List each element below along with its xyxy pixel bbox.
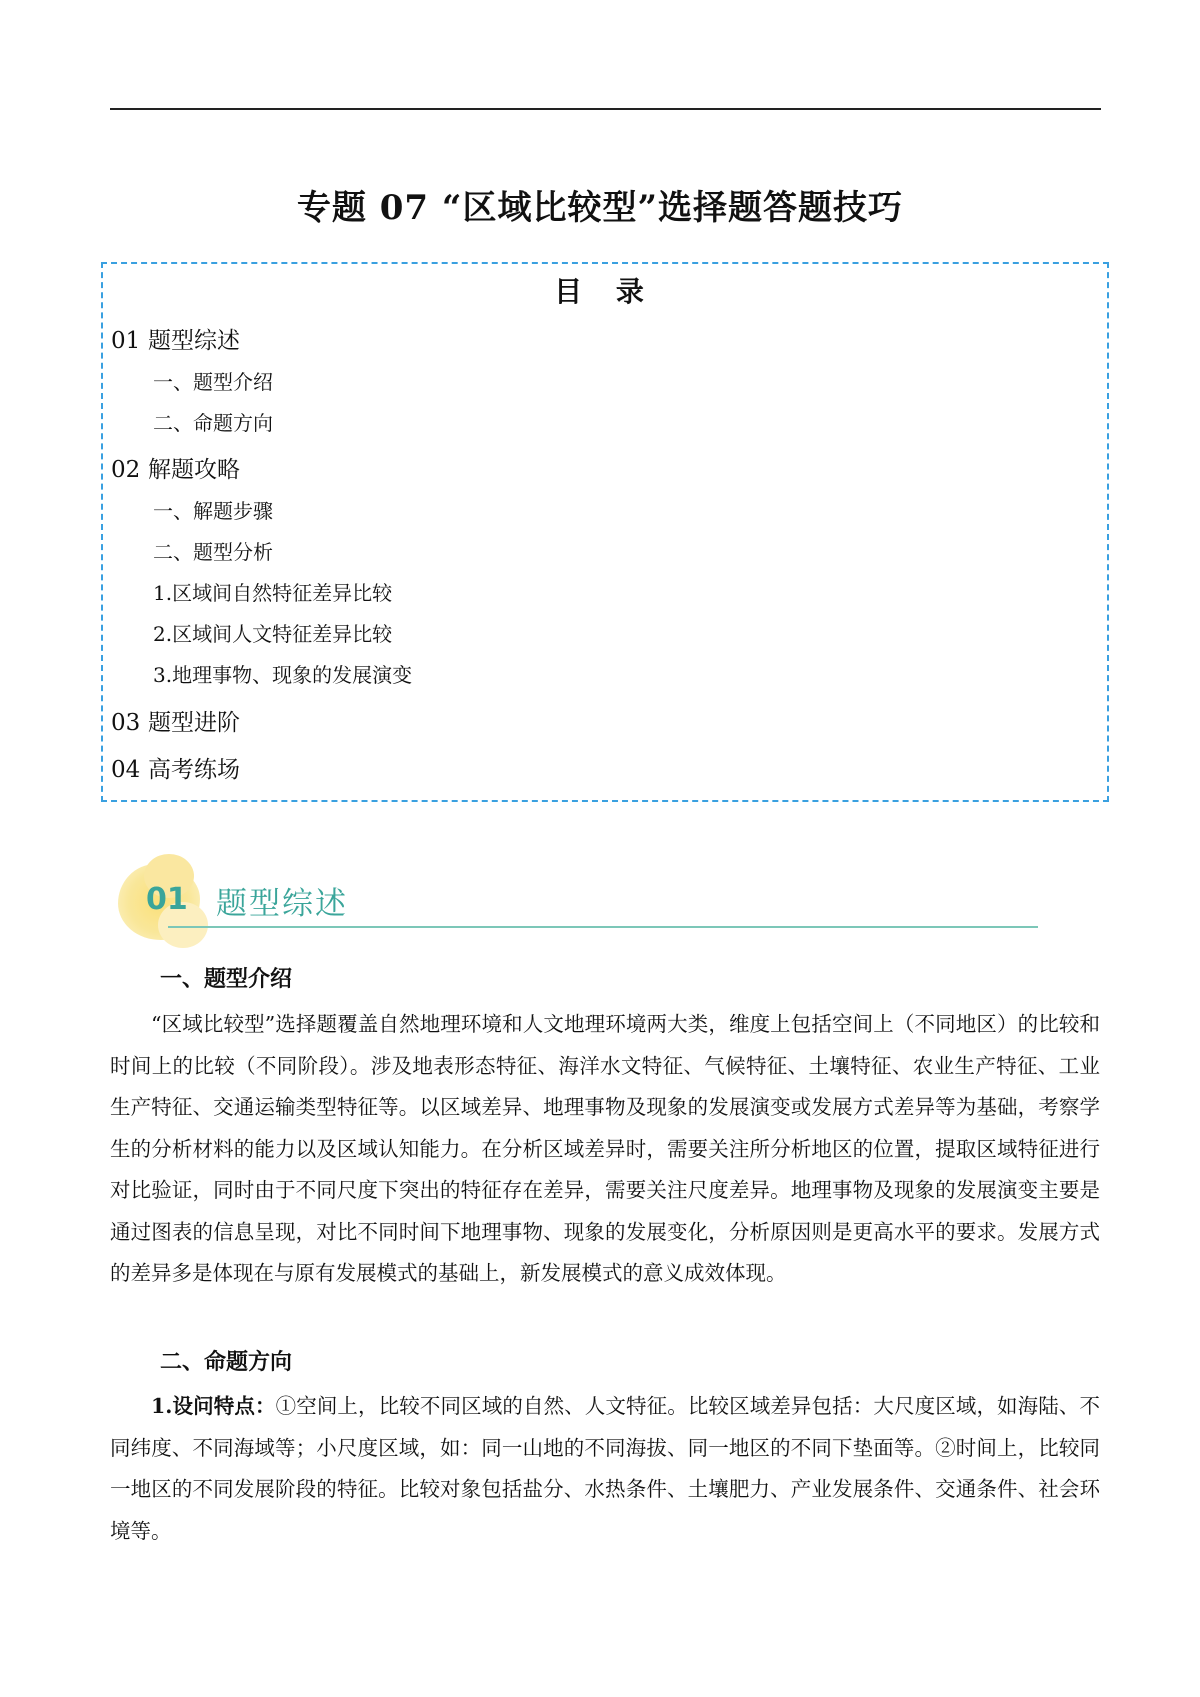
toc-item-label: 2.区域间人文特征差异比较	[153, 622, 393, 646]
toc-item-label: 题型进阶	[148, 710, 240, 736]
toc-item-label: 高考练场	[148, 757, 240, 783]
toc-item-label: 一、题型介绍	[153, 370, 273, 394]
toc-item-label: 1.区域间自然特征差异比较	[153, 581, 393, 605]
toc-item-04[interactable]	[111, 751, 240, 784]
direction-lead: 1.设问特点：	[151, 1394, 276, 1418]
header-rule	[110, 108, 1101, 110]
section-number: 01	[146, 882, 188, 917]
section-underline	[168, 926, 1038, 928]
intro-heading: 一、题型介绍	[160, 966, 293, 992]
toc-item-label: 解题攻略	[148, 457, 240, 483]
toc-item-label: 题型综述	[148, 328, 240, 354]
intro-paragraph: “区域比较型”选择题覆盖自然地理环境和人文地理环境两大类，维度上包括空间上（不同地区）的比较和时间上的比较（不同阶段）。涉及地表形态特征、海洋水文特征、气候特征、土壤特征、农业生产特征、工业生产特征、交通运输类型特征等。以区域差异、地理事物及现象的发展演变或发展方式差异等为基础，考察学生的分析材料的能力以及区域认知能力。在分析区域差异时，需要关注所分析地区的位置，提取区域特征进行对比验证，同时由于不同尺度下突出的特征存在差异，需要关注尺度差异。地理事物及现象的发展演变主要是通过图表的信息呈现，对比不同时间下地理事物、现象的发展变化，分析原因则是更高水平的要求。发展方式的差异多是体现在与原有发展模式的基础上，新发展模式的意义成效体现。	[110, 1012, 1100, 1285]
toc-heading: 目 录	[554, 275, 656, 308]
toc-item-steps[interactable]	[153, 495, 273, 524]
toc-item-direction[interactable]	[153, 407, 273, 436]
toc-item-number: 02	[111, 457, 141, 483]
toc-item-01[interactable]	[111, 322, 240, 355]
toc-item-natural[interactable]	[153, 577, 392, 606]
toc-item-number: 01	[111, 328, 141, 354]
direction-paragraph	[110, 1386, 1100, 1552]
section-header	[118, 858, 1038, 948]
document-title: 专题 07 “区域比较型”选择题答题技巧	[296, 188, 904, 228]
section-title: 题型综述	[216, 886, 348, 922]
direction-body: ①空间上，比较不同区域的自然、人文特征。比较区域差异包括：大尺度区域，如海陆、不同纬度、不同海域等；小尺度区域，如：同一山地的不同海拔、同一地区的不同下垫面等。②时间上，比较同一地区的不同发展阶段的特征。比较对象包括盐分、水热条件、土壤肥力、产业发展条件、交通条件、社会环境等。	[110, 1394, 1101, 1543]
toc-item-evolution[interactable]	[153, 659, 412, 688]
toc-item-number: 04	[111, 757, 141, 783]
table-of-contents	[101, 262, 1109, 802]
toc-item-number: 03	[111, 710, 141, 736]
toc-item-analysis[interactable]	[153, 536, 273, 565]
toc-item-label: 一、解题步骤	[153, 499, 273, 523]
toc-item-label: 3.地理事物、现象的发展演变	[153, 663, 413, 687]
toc-item-human[interactable]	[153, 618, 392, 647]
toc-item-label: 二、命题方向	[153, 411, 273, 435]
toc-item-03[interactable]	[111, 704, 240, 737]
toc-item-02[interactable]	[111, 451, 240, 484]
toc-item-label: 二、题型分析	[153, 540, 273, 564]
direction-heading: 二、命题方向	[160, 1349, 293, 1375]
toc-item-intro[interactable]	[153, 366, 273, 395]
